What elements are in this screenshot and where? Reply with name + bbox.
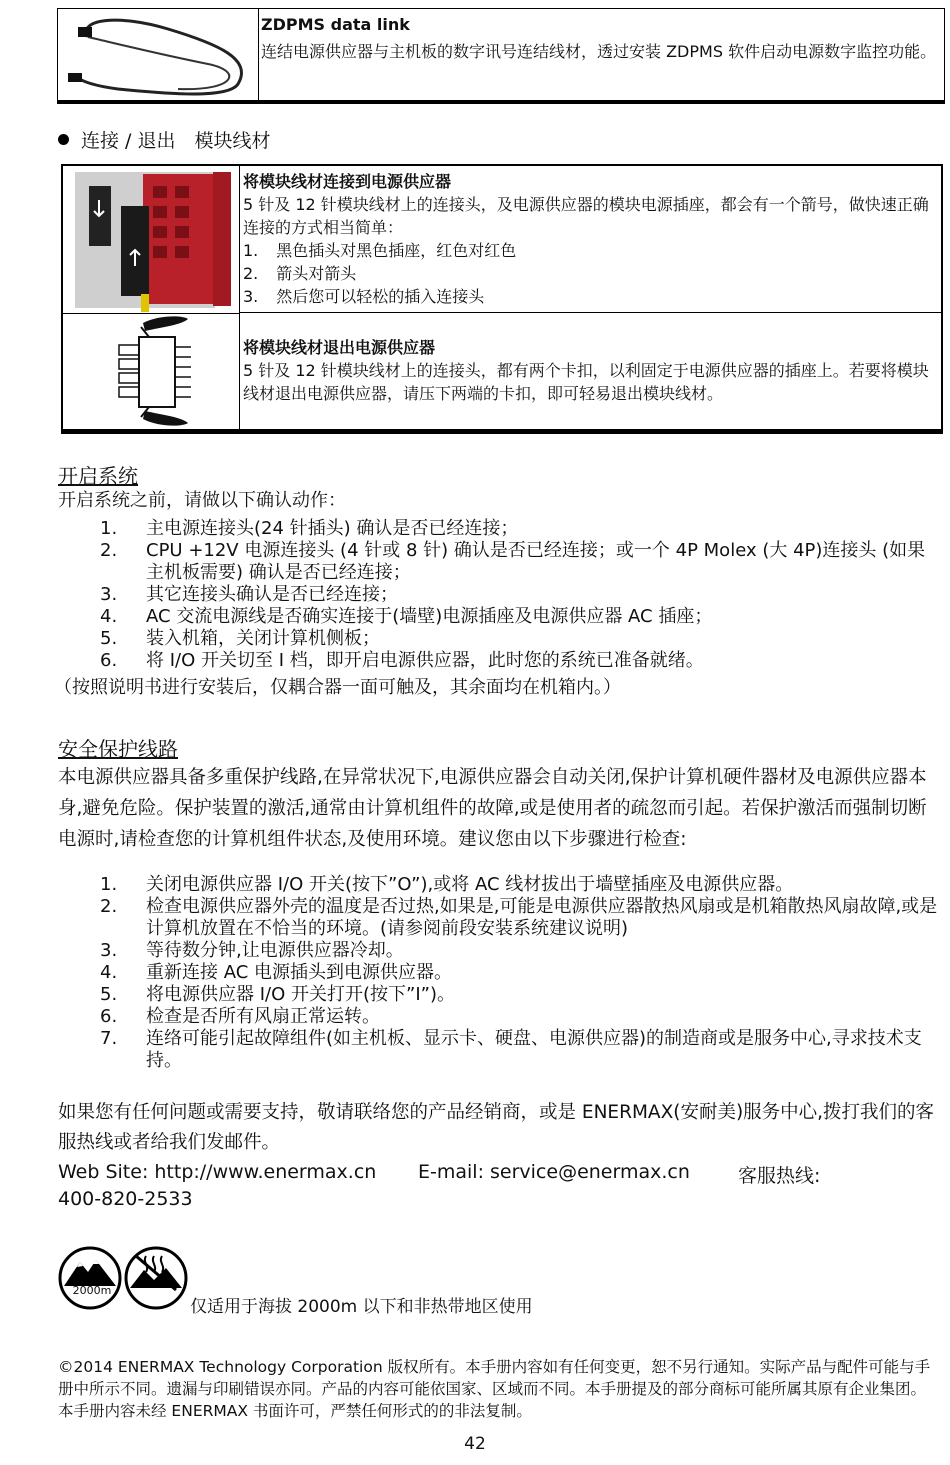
bullet-icon	[58, 134, 69, 145]
safety-list	[58, 874, 938, 1072]
startup-intro: 开启系统之前，请做以下确认动作：	[58, 490, 346, 511]
list-item: 4. 重新连接 AC 电源插头到电源供应器。	[100, 962, 453, 983]
support-website: Web Site: http://www.enermax.cn	[58, 1161, 377, 1183]
startup-list	[58, 518, 938, 672]
startup-heading: 开启系统	[58, 464, 138, 488]
zdpms-title: ZDPMS data link	[261, 15, 410, 34]
copyright-text: ©2014 ENERMAX Technology Corporation 版权所有。本手册内容如有任何变更，恕不另行通知。实际产品与配件可能与手册中所示不同。遗漏与印刷错误亦同。产品的内容可能依国家、区域而不同。本手册提及的部分商标可能所属其原有企业集团。本手册内容未经 ENERMAX 书面许可，严禁任何形式的的非法复制。	[58, 1358, 931, 1420]
list-item: 5. 装入机箱，关闭计算机侧板；	[100, 628, 380, 649]
startup-note: （按照说明书进行安装后，仅耦合器一面可触及，其余面均在机箱内。）	[54, 677, 621, 698]
support-hotline: 400-820-2533	[58, 1188, 193, 1210]
list-item: 3. 等待数分钟,让电源供应器冷却。	[100, 940, 404, 961]
page-number: 42	[464, 1434, 486, 1454]
support-email: E-mail: service@enermax.cn	[418, 1161, 690, 1183]
altitude-text: 仅适用于海拔 2000m 以下和非热带地区使用	[190, 1297, 533, 1317]
safety-heading: 安全保护线路	[58, 737, 178, 761]
connect-image	[63, 166, 240, 314]
connect-step: 3. 然后您可以轻松的插入连接头	[243, 287, 485, 306]
zdpms-cable-image	[58, 9, 259, 100]
list-item: 4. AC 交流电源线是否确实连接于(墙壁)电源插座及电源供应器 AC 插座；	[100, 606, 713, 627]
list-item: 2. 检查电源供应器外壳的温度是否过热,如果是,可能是电源供应器散热风扇或是机箱散热风扇故障,或是计算机放置在不恰当的环境。(请参阅前段安装系统建议说明)	[100, 896, 938, 939]
list-item: 6. 将 I/O 开关切至 I 档，即开启电源供应器，此时您的系统已准备就绪。	[100, 650, 704, 671]
list-item: 7. 连络可能引起故障组件(如主机板、显示卡、硬盘、电源供应器)的制造商或是服务中心,寻求技术支持。	[100, 1028, 922, 1071]
remove-image	[63, 313, 240, 429]
list-item: 6. 检查是否所有风扇正常运转。	[100, 1006, 380, 1027]
connect-desc: 5 针及 12 针模块线材上的连接头，及电源供应器的模块电源插座，都会有一个箭号，做快速正确连接的方式相当简单：	[243, 195, 929, 237]
remove-title: 将模块线材退出电源供应器	[243, 338, 436, 357]
list-item: 2. CPU +12V 电源连接头 (4 针或 8 针) 确认是否已经连接；或一个 4P Molex (大 4P)连接头 (如果主机板需要) 确认是否已经连接；	[100, 540, 926, 583]
connect-step: 1. 黑色插头对黑色插座，红色对红色	[243, 241, 517, 260]
zdpms-table	[57, 8, 945, 104]
altitude-icon-label: 2000m	[72, 1284, 112, 1297]
support-hotline-label: 客服热线:	[738, 1165, 821, 1187]
list-item: 1. 主电源连接头(24 针插头) 确认是否已经连接；	[100, 518, 519, 539]
module-table	[61, 164, 943, 434]
non-tropical-icon	[124, 1246, 188, 1310]
connect-title: 将模块线材连接到电源供应器	[243, 172, 452, 191]
module-section-heading: 连接 / 退出 模块线材	[58, 128, 270, 154]
altitude-icon	[58, 1246, 122, 1310]
list-item: 3. 其它连接头确认是否已经连接；	[100, 584, 398, 605]
connect-step: 2. 箭头对箭头	[243, 264, 357, 283]
zdpms-desc: 连结电源供应器与主机板的数字讯号连结线材，透过安装 ZDPMS 软件启动电源数字监控功能。	[261, 42, 937, 61]
remove-desc: 5 针及 12 针模块线材上的连接头，都有两个卡扣，以利固定于电源供应器的插座上。若要将模块线材退出电源供应器，请压下两端的卡扣，即可轻易退出模块线材。	[243, 361, 929, 403]
list-item: 5. 将电源供应器 I/O 开关打开(按下”I”)。	[100, 984, 455, 1005]
support-text: 如果您有任何问题或需要支持，敬请联络您的产品经销商，或是 ENERMAX(安耐美)服务中心,拨打我们的客服热线或者给我们发邮件。	[58, 1102, 935, 1153]
safety-intro: 本电源供应器具备多重保护线路,在异常状况下,电源供应器会自动关闭,保护计算机硬件器材及电源供应器本身,避免危险。保护装置的激活,通常由计算机组件的故障,或是使用者的疏忽而引起。若保护激活而强制切断电源时,请检查您的计算机组件状态,及使用环境。建议您由以下步骤进行检查:	[58, 767, 927, 850]
list-item: 1. 关闭电源供应器 I/O 开关(按下”O”),或将 AC 线材拔出于墙壁插座及电源供应器。	[100, 874, 794, 895]
